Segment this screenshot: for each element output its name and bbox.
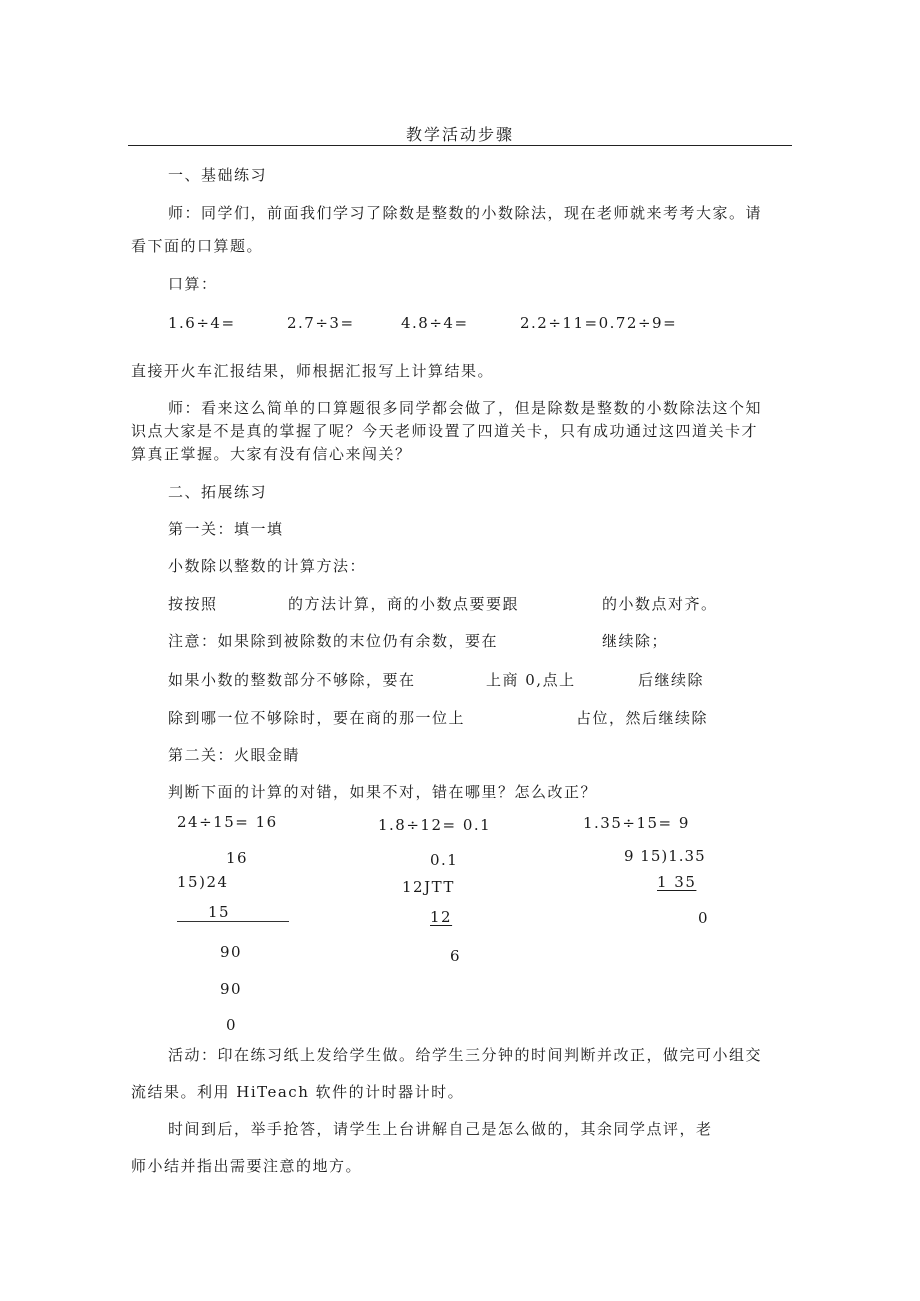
fill3-part-a: 如果小数的整数部分不够除，要在: [168, 671, 416, 689]
challenge-line1: 师：看来这么简单的口算题很多同学都会做了，但是除数是整数的小数除法这个知: [168, 399, 763, 417]
section-heading-extension: 二、拓展练习: [168, 483, 268, 501]
teacher-intro-line2: 看下面的口算题。: [131, 237, 264, 255]
problem1-step2: 90: [220, 943, 243, 961]
problem3-remainder: 0: [698, 909, 710, 927]
activity-line2: 流结果。利用 HiTeach 软件的计时器计时。: [131, 1083, 465, 1101]
fill3-part-c: 后继续除: [638, 671, 705, 689]
oral-problem-1: 1.6÷4=: [168, 314, 236, 332]
problem1-quotient: 16: [226, 849, 249, 867]
problem1-equation: 24÷15= 16: [177, 813, 278, 831]
problem2-quotient: 0.1: [430, 851, 459, 869]
level2-heading: 第二关：火眼金睛: [168, 746, 301, 764]
method-title: 小数除以整数的计算方法：: [168, 557, 367, 575]
fill1-part-a: 按按照: [168, 595, 218, 613]
fill1-part-c: 的小数点对齐。: [602, 595, 718, 613]
problem2-divisor-dividend: 12JTT: [402, 878, 455, 896]
problem3-equation: 1.35÷15= 9: [583, 814, 690, 832]
problem3-quotient-divisor: 9 15)1.35: [624, 847, 706, 865]
problem1-remainder: 0: [226, 1016, 238, 1034]
page-title: 教学活动步骤: [405, 125, 514, 144]
problem2-equation: 1.8÷12= 0.1: [378, 816, 492, 834]
level2-instruction: 判断下面的计算的对错，如果不对，错在哪里？怎么改正？: [168, 783, 598, 801]
summary-line2: 师小结并指出需要注意的地方。: [131, 1157, 363, 1175]
oral-problem-4: 2.2÷11=0.72÷9=: [520, 314, 678, 332]
problem1-step3: 90: [220, 980, 243, 998]
fill1-part-b: 的方法计算，商的小数点要要跟: [288, 595, 520, 613]
oral-problem-2: 2.7÷3=: [287, 314, 355, 332]
fill3-part-b: 上商 0,点上: [486, 671, 576, 689]
challenge-line3: 算真正掌握。大家有没有信心来闯关？: [131, 445, 412, 463]
section-heading-basic: 一、基础练习: [168, 166, 268, 184]
fill4-part-b: 占位，然后继续除: [576, 709, 709, 727]
level1-heading: 第一关：填一填: [168, 520, 284, 538]
report-text: 直接开火车汇报结果，师根据汇报写上计算结果。: [131, 362, 495, 380]
fill2-part-a: 注意：如果除到被除数的末位仍有余数，要在: [168, 632, 499, 650]
teacher-intro-line1: 师：同学们，前面我们学习了除数是整数的小数除法，现在老师就来考考大家。请: [168, 204, 763, 222]
problem1-step1: 15: [208, 903, 231, 921]
oral-label: 口算：: [168, 275, 218, 293]
problem2-step1: 12: [430, 908, 453, 926]
problem1-division-line: [177, 921, 289, 922]
problem3-step1: 1 35: [657, 873, 697, 891]
activity-line1: 活动：印在练习纸上发给学生做。给学生三分钟的时间判断并改正，做完可小组交: [168, 1046, 763, 1064]
oral-problem-3: 4.8÷4=: [401, 314, 469, 332]
summary-line1: 时间到后，举手抢答，请学生上台讲解自己是怎么做的，其余同学点评，老: [168, 1120, 713, 1138]
problem2-remainder: 6: [450, 947, 462, 965]
title-divider: [128, 145, 792, 146]
fill4-part-a: 除到哪一位不够除时，要在商的那一位上: [168, 709, 466, 727]
problem1-divisor-dividend: 15)24: [177, 873, 229, 891]
challenge-line2: 识点大家是不是真的掌握了呢？今天老师设置了四道关卡，只有成功通过这四道关卡才: [131, 422, 759, 440]
fill2-part-b: 继续除；: [602, 632, 669, 650]
